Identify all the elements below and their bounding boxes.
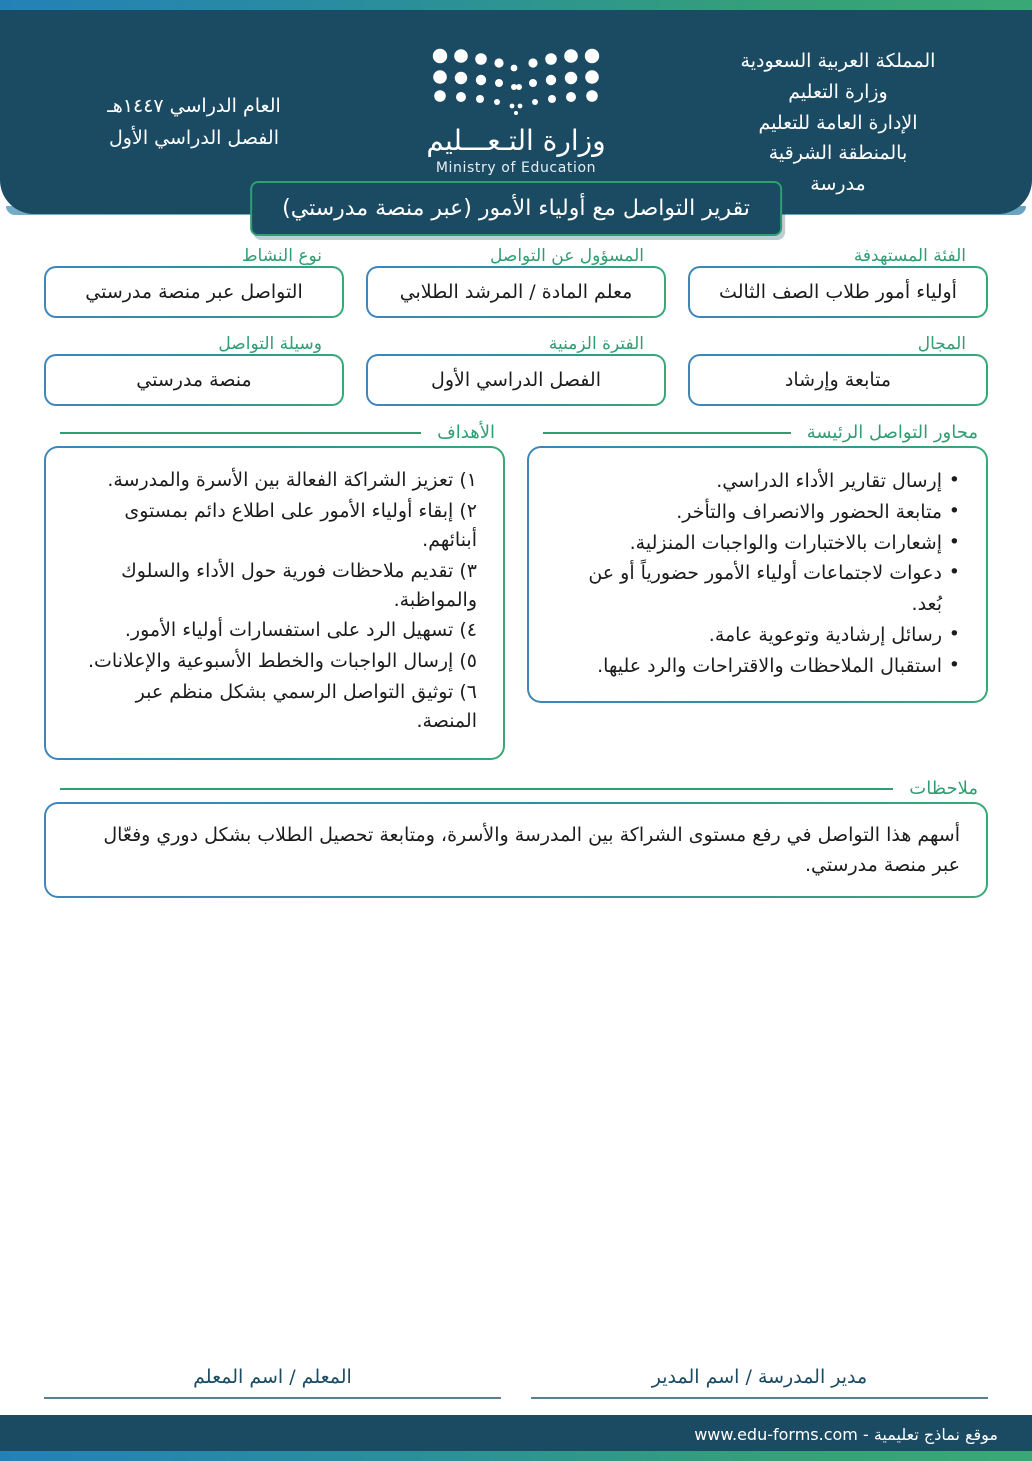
field-value-responsible[interactable]: معلم المادة / المرشد الطلابي: [366, 266, 666, 318]
ministry-logo-wordmark: وزارة التـعـــليم: [426, 124, 606, 157]
signature-line-teacher: [44, 1397, 501, 1399]
signature-label-teacher: المعلم / اسم المعلم: [193, 1366, 352, 1388]
list-item: ٦) توثيق التواصل الرسمي بشكل منظم عبر المنصة.: [135, 681, 477, 732]
field-responsible: [366, 248, 666, 318]
panel-objectives: [44, 422, 505, 760]
field-value-activity-type[interactable]: التواصل عبر منصة مدرستي: [44, 266, 344, 318]
panel-rule-objectives: [60, 432, 421, 434]
axes-list: [555, 466, 960, 681]
ministry-line-ministry: وزارة التعليم: [788, 80, 888, 103]
notes-box[interactable]: [44, 802, 988, 898]
field-label-responsible: المسؤول عن التواصل: [482, 248, 652, 265]
ministry-line-region: بالمنطقة الشرقية: [768, 142, 908, 165]
list-item: ١) تعزيز الشراكة الفعالة بين الأسرة والمدرسة.: [107, 469, 477, 491]
list-item: • متابعة الحضور والانصراف والتأخر.: [555, 497, 960, 528]
list-item: ٤) تسهيل الرد على استفسارات أولياء الأمور.: [124, 619, 477, 642]
field-value-communication-method[interactable]: منصة مدرستي: [44, 354, 344, 406]
academic-term: الفصل الدراسي الأول: [109, 127, 279, 150]
panel-title-notes: ملاحظات: [903, 780, 988, 798]
field-label-communication-method: وسيلة التواصل: [210, 336, 330, 353]
signature-teacher: [44, 1366, 501, 1399]
panel-rule-notes: [60, 788, 893, 790]
form-body: [0, 248, 1032, 898]
list-item: ٣) تقديم ملاحظات فورية حول الأداء والسلوك والمواظبة.: [121, 559, 477, 611]
panel-header-notes: [44, 777, 988, 799]
academic-year: العام الدراسي ١٤٤٧هـ: [107, 95, 281, 117]
list-item: • إشعارات بالاختبارات والواجبات المنزلية.: [555, 528, 960, 559]
signature-principal: [531, 1366, 988, 1399]
panel-rule-axes: [543, 432, 791, 434]
field-value-time-period[interactable]: الفصل الدراسي الأول: [366, 354, 666, 406]
panel-header-objectives: [44, 424, 505, 442]
field-label-time-period: الفترة الزمنية: [541, 336, 652, 353]
list-item: • رسائل إرشادية وتوعوية عامة.: [555, 620, 960, 651]
footer-text: موقع نماذج تعليمية - www.edu-forms.com: [694, 1424, 998, 1444]
ministry-line-school: مدرسة: [810, 173, 866, 196]
panel-communication-axes: [527, 422, 988, 760]
field-target-group: [688, 248, 988, 318]
field-row-1: [44, 248, 988, 318]
ministry-identity-block: [688, 42, 988, 200]
field-activity-type: [44, 248, 344, 318]
objectives-list: [72, 466, 477, 736]
ministry-line-kingdom: المملكة العربية السعودية: [740, 50, 936, 72]
field-label-target-group: الفئة المستهدفة: [846, 248, 974, 265]
panel-box-objectives: [44, 446, 505, 760]
field-domain: [688, 336, 988, 406]
list-item: ٥) إرسال الواجبات والخطط الأسبوعية والإعلانات.: [87, 650, 477, 673]
list-item: • استقبال الملاحظات والاقتراحات والرد عليها.: [555, 651, 960, 682]
field-communication-method: [44, 336, 344, 406]
field-row-2: [44, 336, 988, 406]
signature-label-principal: مدير المدرسة / اسم المدير: [651, 1366, 868, 1388]
academic-year-block: [44, 42, 344, 155]
signature-line-principal: [531, 1397, 988, 1399]
ministry-logo-subtitle: Ministry of Education: [435, 160, 597, 176]
field-time-period: [366, 336, 666, 406]
panel-header-axes: [527, 424, 988, 442]
notes-section: [44, 777, 988, 898]
page-title: تقرير التواصل مع أولياء الأمور (عبر منصة مدرستي): [250, 181, 782, 236]
signature-area: [0, 1366, 1032, 1399]
page-footer: [0, 1415, 1032, 1453]
panel-box-axes: [527, 446, 988, 703]
field-value-target-group[interactable]: أولياء أمور طلاب الصف الثالث: [688, 266, 988, 318]
panel-row: [44, 422, 988, 760]
panel-title-objectives: الأهداف: [431, 424, 505, 442]
top-accent-strip: [0, 0, 1032, 10]
ministry-logo-dots-icon: [428, 46, 604, 118]
notes-text: أسهم هذا التواصل في رفع مستوى الشراكة بين المدرسة والأسرة، ومتابعة تحصيل الطلاب بشكل دوري وفعّال عبر منصة مدرستي.: [103, 823, 960, 876]
ministry-logo: [391, 42, 641, 176]
list-item: • إرسال تقارير الأداء الدراسي.: [555, 466, 960, 497]
field-label-domain: المجال: [910, 336, 974, 353]
panel-title-axes: محاور التواصل الرئيسة: [801, 424, 988, 442]
list-item: ٢) إبقاء أولياء الأمور على اطلاع دائم بمستوى أبنائهم.: [124, 499, 477, 551]
bottom-accent-strip: [0, 1451, 1032, 1461]
list-item: • دعوات لاجتماعات أولياء الأمور حضورياً أو عن بُعد.: [555, 558, 960, 620]
ministry-line-directorate: الإدارة العامة للتعليم: [758, 111, 918, 134]
field-value-domain[interactable]: متابعة وإرشاد: [688, 354, 988, 406]
field-label-activity-type: نوع النشاط: [234, 248, 330, 265]
